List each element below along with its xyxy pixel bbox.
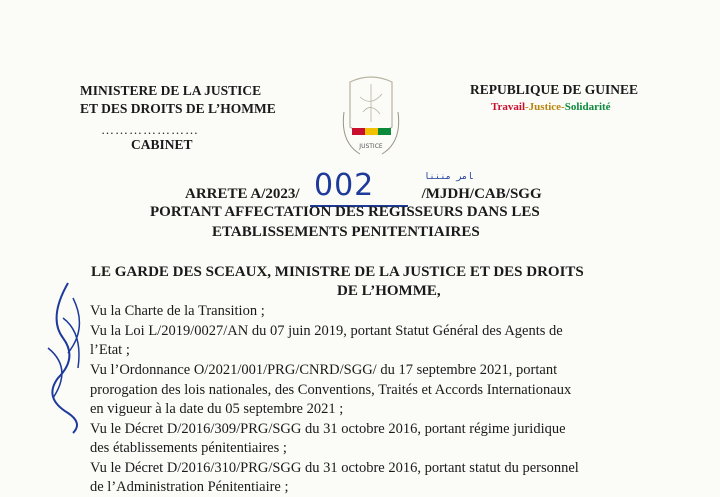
- consideration-line: Vu le Décret D/2016/309/PRG/SGG du 31 octobre 2016, portant régime juridique: [90, 421, 566, 437]
- dotted-separator: …………………: [101, 122, 199, 137]
- motto-travail: Travail: [491, 101, 526, 113]
- arrete-suffix: /MJDH/CAB/SGG: [421, 186, 542, 202]
- consideration-line: Vu la Loi L/2019/0027/AN du 07 juin 2019, portant Statut Général des Agents de: [90, 323, 563, 339]
- arrete-subtitle-1: PORTANT AFFECTATION DES REGISSEURS DANS LES: [150, 204, 540, 220]
- national-motto: [491, 101, 611, 113]
- authority-line-2: DE L’HOMME,: [337, 283, 441, 299]
- coat-of-arms-emblem: [330, 72, 412, 162]
- consideration-line: de l’Administration Pénitentiaire ;: [90, 479, 289, 495]
- arrete-subtitle-2: ETABLISSEMENTS PENITENTIAIRES: [212, 224, 480, 240]
- cabinet-label: CABINET: [131, 137, 193, 152]
- consideration-line: Vu la Charte de la Transition ;: [90, 303, 265, 319]
- ministry-line-2: ET DES DROITS DE L’HOMME: [80, 101, 276, 116]
- ministry-line-1: MINISTERE DE LA JUSTICE: [80, 83, 262, 98]
- stamped-marks: ﺎﻣﺮ ﻣﻨﻨﻨﺎ: [424, 172, 473, 182]
- consideration-line: Vu l’Ordonnance O/2021/001/PRG/CNRD/SGG/ du 17 septembre 2021, portant: [90, 362, 558, 378]
- ministry-name: [80, 82, 276, 118]
- republic-name: REPUBLIQUE DE GUINEE: [470, 82, 639, 97]
- motto-justice: -Justice-: [525, 101, 565, 113]
- arrete-number-stamp: 002: [314, 168, 375, 203]
- consideration-line: l’Etat ;: [90, 342, 130, 358]
- consideration-line: des établissements pénitentiaires ;: [90, 440, 287, 456]
- emblem-text: JUSTICE: [359, 143, 383, 150]
- arrete-prefix: ARRETE A/2023/: [185, 186, 300, 202]
- motto-solidarite: Solidarité: [564, 101, 611, 113]
- consideration-line: Vu le Décret D/2016/310/PRG/SGG du 31 octobre 2016, portant statut du personnel: [90, 460, 579, 476]
- consideration-line: en vigueur à la date du 05 septembre 2021 ;: [90, 401, 344, 417]
- authority-line-1: LE GARDE DES SCEAUX, MINISTRE DE LA JUSTICE ET DES DROITS: [91, 264, 584, 280]
- consideration-line: prorogation des lois nationales, des Conventions, Traités et Accords Internationaux: [90, 382, 572, 398]
- handwritten-signature: [28, 278, 98, 438]
